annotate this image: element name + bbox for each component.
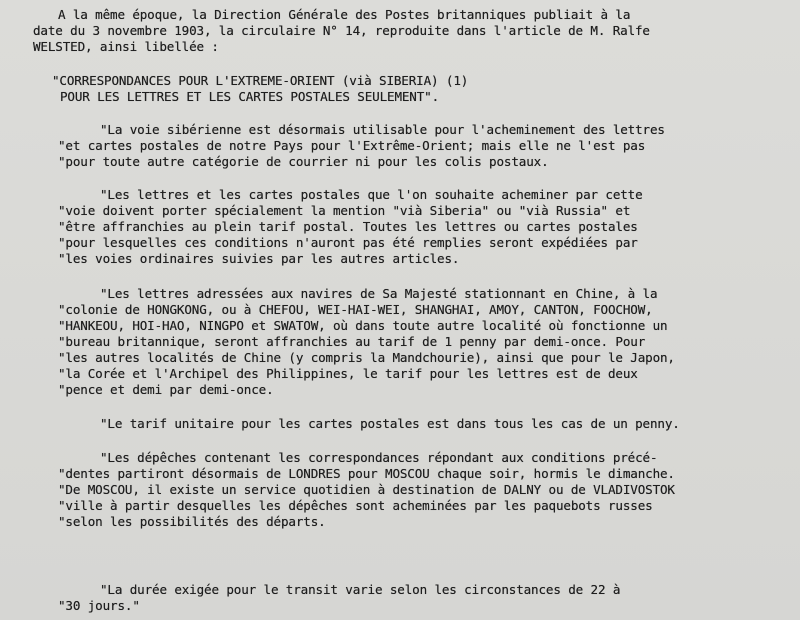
paragraph-line: "Le tarif unitaire pour les cartes postales est dans tous les cas de un penny.	[100, 416, 680, 431]
intro-line: WELSTED, ainsi libellée :	[33, 39, 219, 54]
paragraph-line: "Les lettres adressées aux navires de Sa Majesté stationnant en Chine, à la	[100, 286, 658, 301]
paragraph-line: "La voie sibérienne est désormais utilisable pour l'acheminement des lettres	[100, 122, 665, 137]
paragraph-line: "HANKEOU, HOI-HAO, NINGPO et SWATOW, où dans toute autre localité où fonctionne un	[58, 318, 668, 333]
paragraph-line: "colonie de HONGKONG, ou à CHEFOU, WEI-HAI-WEI, SHANGHAI, AMOY, CANTON, FOOCHOW,	[58, 302, 653, 317]
paragraph-line: "et cartes postales de notre Pays pour l'Extrême-Orient; mais elle ne l'est pas	[58, 138, 646, 153]
paragraph-line: "Les dépêches contenant les correspondances répondant aux conditions précé-	[100, 450, 658, 465]
paragraph-line: "selon les possibilités des départs.	[58, 514, 326, 529]
paragraph-line: "pour lesquelles ces conditions n'auront pas été remplies seront expédiées par	[58, 235, 638, 250]
paragraph-line: "dentes partiront désormais de LONDRES pour MOSCOU chaque soir, hormis le dimanche.	[58, 466, 675, 481]
paragraph-line: "30 jours."	[58, 598, 140, 613]
intro-line: date du 3 novembre 1903, la circulaire N° 14, reproduite dans l'article de M. Ralfe	[33, 23, 650, 38]
intro-line: A la même époque, la Direction Générale des Postes britanniques publiait à la	[58, 7, 631, 22]
paragraph-line: "être affranchies au plein tarif postal. Toutes les lettres ou cartes postales	[58, 219, 638, 234]
paragraph-line: "bureau britannique, seront affranchies au tarif de 1 penny par demi-once. Pour	[58, 334, 646, 349]
paragraph-line: "ville à partir desquelles les dépêches sont acheminées par les paquebots russes	[58, 498, 653, 513]
heading-line: "CORRESPONDANCES POUR L'EXTREME-ORIENT (vià SIBERIA) (1)	[52, 73, 469, 88]
heading-line: POUR LES LETTRES ET LES CARTES POSTALES SEULEMENT".	[60, 89, 440, 104]
paragraph-line: "De MOSCOU, il existe un service quotidien à destination de DALNY ou de VLADIVOSTOK	[58, 482, 675, 497]
paragraph-line: "La durée exigée pour le transit varie selon les circonstances de 22 à	[100, 582, 621, 597]
paragraph-line: "pence et demi par demi-once.	[58, 382, 274, 397]
paragraph-line: "les voies ordinaires suivies par les autres articles.	[58, 251, 460, 266]
paragraph-line: "les autres localités de Chine (y compris la Mandchourie), ainsi que pour le Japon,	[58, 350, 675, 365]
paragraph-line: "pour toute autre catégorie de courrier ni pour les colis postaux.	[58, 154, 549, 169]
paragraph-line: "voie doivent porter spécialement la mention "vià Siberia" ou "vià Russia" et	[58, 203, 631, 218]
paragraph-line: "la Corée et l'Archipel des Philippines, le tarif pour les lettres est de deux	[58, 366, 638, 381]
paragraph-line: "Les lettres et les cartes postales que l'on souhaite acheminer par cette	[100, 187, 643, 202]
